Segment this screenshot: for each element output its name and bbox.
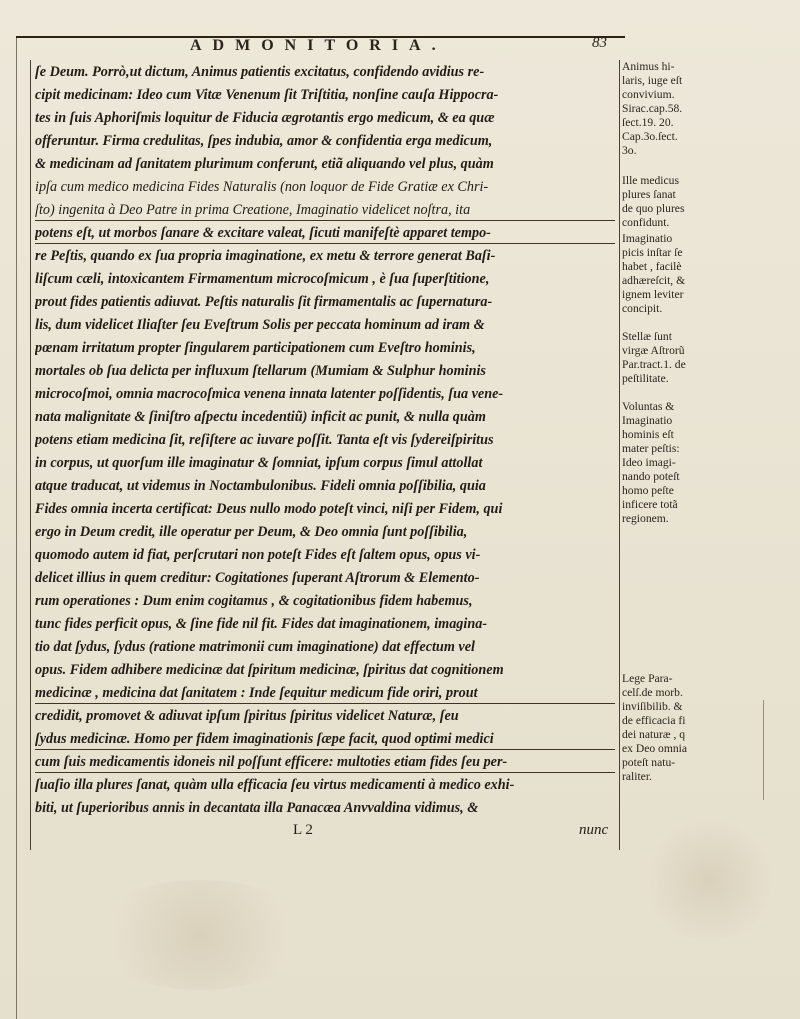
text-line: ipſa cum medico medicina Fides Naturalis (non loquor de Fide Gratiæ ex Chri- (35, 179, 489, 195)
text-line: ſe Deum. Porrò,ut dictum, Animus patientis excitatus, confidendo avidius re- (35, 64, 485, 80)
margin-note-line: concipit. (622, 302, 663, 315)
text-line: delicet illius in quem creditur: Cogitationes ſuperant Aſtrorum & Elemento- (35, 570, 480, 586)
margin-note-line: confidunt. (622, 216, 670, 229)
text-line: offeruntur. Firma credulitas, ſpes indubia, amor & confidentia erga medicum, (35, 133, 493, 149)
margin-note-line: Ille medicus (622, 174, 679, 187)
running-head-title: ADMONITORIA. (190, 37, 447, 54)
margin-note-line: de efficacia fi (622, 714, 686, 727)
margin-note-line: 3o. (622, 144, 637, 157)
margin-note (622, 174, 714, 230)
margin-note-line: laris, iuge eſt (622, 74, 683, 87)
margin-note-line: Par.tract.1. de (622, 358, 686, 371)
margin-note-line: celſ.de morb. (622, 686, 683, 699)
text-line: prout fides patientis adiuvat. Peſtis naturalis ſit firmamentalis ac ſupernatura- (35, 294, 493, 310)
margin-note (622, 400, 714, 526)
text-line: credidit, promovet & adiuvat ipſum ſpiritus ſpiritus videlicet Naturæ, ſeu (35, 708, 459, 724)
margin-note-line: Cap.3o.ſect. (622, 130, 678, 143)
margin-note-line: ſect.19. 20. (622, 116, 674, 129)
margin-note-line: Lege Para- (622, 672, 673, 685)
margin-note-line: habet , facilè (622, 260, 682, 273)
margin-note-line: Sirac.cap.58. (622, 102, 683, 115)
margin-note-line: homo peſte (622, 484, 674, 497)
text-line: in corpus, ut quorſum ille imaginatur & ſomniat, ipſum corpus ſimul attollat (35, 455, 483, 471)
margin-note-line: adhæreſcit, & (622, 274, 686, 287)
margin-note-line: Voluntas & (622, 400, 675, 413)
text-line: atque traducat, ut videmus in Noctambulonibus. Fideli omnia poſſibilia, quia (35, 478, 486, 494)
text-line: tes in ſuis Aphoriſmis loquitur de Fiducia ægrotantis ergo medicum, & ea quæ (35, 110, 495, 126)
margin-note-line: picis inſtar ſe (622, 246, 683, 259)
margin-note (622, 330, 714, 386)
text-line: nata malignitate & ſiniſtro aſpectu incedentiũ) inficit ac punit, & nulla quàm (35, 409, 486, 425)
margin-note-line: plures ſanat (622, 188, 676, 201)
main-text-column (30, 60, 620, 850)
text-line: Fides omnia incerta certificat: Deus nullo modo poteſt vinci, niſi per Fidem, qui (35, 501, 503, 517)
margin-note (622, 60, 714, 158)
margin-note-line: ex Deo omnia (622, 742, 688, 755)
text-line: cipit medicinam: Ideo cum Vitæ Venenum ſit Triſtitia, nonſine cauſa Hippocra- (35, 87, 499, 103)
margin-note-line: nando poteſt (622, 470, 680, 483)
margin-note-line: Animus hi- (622, 60, 675, 73)
margin-note-line: convivium. (622, 88, 675, 101)
text-line: liſcum cæli, intoxicantem Firmamentum microcoſmicum , è ſua ſuperſtitione, (35, 271, 490, 287)
catchword: nunc (579, 822, 609, 838)
text-line: rum operationes : Dum enim cogitamus , & cogitationibus fidem habemus, (35, 593, 473, 609)
signature-mark: L 2 (293, 822, 313, 838)
text-line: tunc fides perficit opus, & ſine fide nil fit. Fides dat imaginationem, imagina- (35, 616, 488, 632)
margin-note-line: poteſt natu- (622, 756, 676, 769)
margin-note-line: hominis eſt (622, 428, 674, 441)
text-line: ergo in Deum credit, ille operatur per Deum, & Deo omnia ſunt poſſibilia, (35, 524, 468, 540)
margin-note-line: inviſibilib. & (622, 700, 683, 713)
text-line: biti, ut ſuperioribus annis in decantata illa Panacæa Anvvaldina vidimus, & (35, 800, 479, 816)
page-number: 83 (592, 35, 607, 51)
text-line: ſto) ingenita à Deo Patre in prima Creatione, Imaginatio videlicet noſtra, ita (35, 202, 471, 218)
margin-note-line: ignem leviter (622, 288, 684, 301)
margin-note-line: virgæ Aſtrorũ (622, 344, 685, 357)
margin-note (622, 232, 714, 316)
text-line: ſydus medicinæ. Homo per fidem imaginationis ſæpe facit, quod optimi medici (35, 731, 494, 747)
margin-note-line: inficere totã (622, 498, 678, 511)
text-line: quomodo autem id fiat, perſcrutari non poteſt Fides eſt ſaltem opus, opus vi- (35, 547, 481, 563)
margin-note-line: Ideo imagi- (622, 456, 676, 469)
text-line: tio dat ſydus, ſydus (ratione matrimonii cum imaginatione) dat effectum vel (35, 639, 475, 655)
margin-note-line: Imaginatio (622, 232, 673, 245)
margin-note-line: regionem. (622, 512, 669, 525)
margin-rule (763, 700, 764, 800)
text-line: pœnam irritatum propter ſingularem participationem cum Eveſtro hominis, (35, 340, 476, 356)
text-line: medicinæ , medicina dat ſanitatem : Inde ſequitur medicum fide oriri, prout (35, 685, 478, 701)
margin-note-line: mater peſtis: (622, 442, 680, 455)
text-line: potens eſt, ut morbos ſanare & excitare valeat, ſicuti manifeſtè apparet tempo- (35, 225, 491, 241)
running-header (190, 34, 630, 58)
text-line: opus. Fidem adhibere medicinæ dat ſpiritum medicinæ, ſpiritus dat cognitionem (35, 662, 504, 678)
margin-note-line: raliter. (622, 770, 652, 783)
text-line: microcoſmoi, omnia macrocoſmica venena innata latenter poſſidentis, ſua vene- (35, 386, 504, 402)
margin-note (622, 672, 714, 784)
text-line: lis, dum videlicet Iliaſter ſeu Eveſtrum Solis per peccata hominum ad iram & (35, 317, 485, 333)
text-line: re Peſtis, quando ex ſua propria imaginatione, ex metu & terrore generat Baſi- (35, 248, 496, 264)
margin-note-line: dei naturæ , q (622, 728, 686, 741)
text-line: & medicinam ad ſanitatem plurimum conferunt, etiã aliquando vel plus, quàm (35, 156, 494, 172)
margin-note-line: Stellæ ſunt (622, 330, 672, 343)
text-line: ſuaſio illa plures ſanat, quàm ulla efficacia ſeu virtus medicamenti à medico exhi- (35, 777, 515, 793)
margin-note-line: Imaginatio (622, 414, 673, 427)
margin-note-line: peſtilitate. (622, 372, 669, 385)
text-line: potens etiam medicina ſit, reſiſtere ac iuvare poſſit. Tanta eſt vis ſydereiſpiritus (35, 432, 494, 448)
margin-note-line: de quo plures (622, 202, 685, 215)
margin-notes-column (622, 60, 782, 820)
text-line: mortales ob ſua delicta per influxum ſtellarum (Mumiam & Sulphur hominis (35, 363, 486, 379)
text-line: cum ſuis medicamentis idoneis nil poſſunt efficere: multoties etiam fides ſeu per- (35, 754, 508, 770)
